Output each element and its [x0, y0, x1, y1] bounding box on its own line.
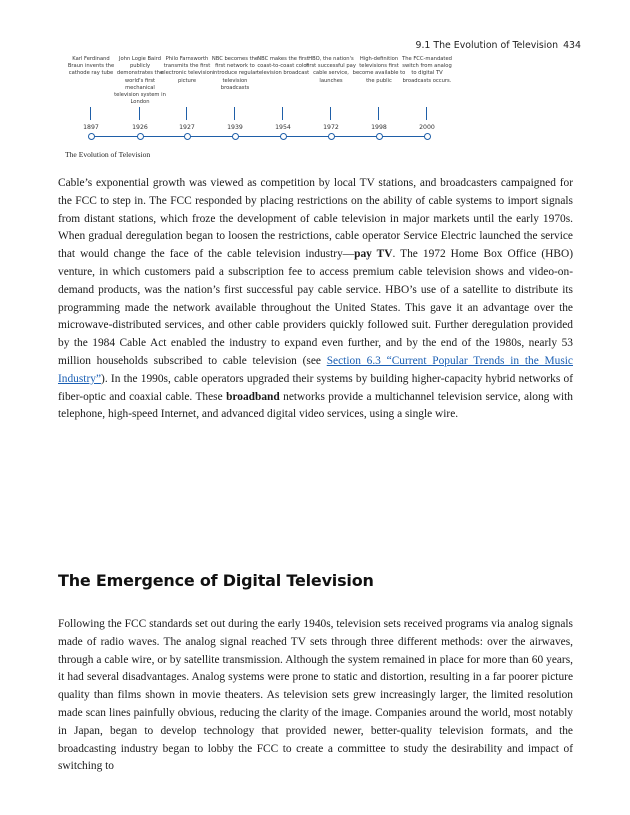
timeline-dot [88, 133, 95, 140]
timeline-dot [424, 133, 431, 140]
timeline-dot [280, 133, 287, 140]
timeline-dot [232, 133, 239, 140]
paragraph-text: Cable’s exponential growth was viewed as competition by local TV stations, and broadcasters campaigned for the FCC to step in. The FCC responded by placing restrictions on the ability of cable systems to import signals from distant stations, which froze the development of cable television in major markets until the early 1970s. When gradual deregulation began to loosen the restrictions, cable operator Service Electric launched the service that would change the face of the cable television industry— [58, 177, 573, 261]
timeline-year: 1927 [179, 124, 195, 131]
timeline-dot [328, 133, 335, 140]
timeline-year: 1926 [132, 124, 148, 131]
timeline-dot [376, 133, 383, 140]
figure-caption: The Evolution of Television [65, 150, 151, 159]
timeline-tick [234, 107, 235, 120]
timeline-event-description: NBC makes the first coast-to-coast color television broadcast [256, 56, 310, 77]
timeline-event [400, 56, 454, 131]
running-head-section: 9.1 The Evolution of Television [415, 40, 559, 51]
timeline-year: 1939 [227, 124, 243, 131]
timeline-tick [139, 107, 140, 120]
timeline-event [160, 56, 214, 131]
timeline-year: 1954 [275, 124, 291, 131]
timeline-tick [426, 107, 427, 120]
section-heading: The Emergence of Digital Television [58, 571, 374, 590]
timeline-tick [90, 107, 91, 120]
timeline-event [304, 56, 358, 131]
timeline-event-description: The FCC-mandated switch from analog to digital TV broadcasts occurs. [402, 56, 452, 84]
timeline-event [64, 56, 118, 131]
timeline-event [256, 56, 310, 131]
timeline-year: 1897 [83, 124, 99, 131]
timeline-event [113, 56, 167, 131]
timeline-event-description: High-definition televisions first become available to the public [352, 56, 406, 84]
timeline-tick [186, 107, 187, 120]
timeline-year: 1998 [371, 124, 387, 131]
body-paragraph: Following the FCC standards set out during the early 1940s, television sets received programs via analog signals made of radio waves. The analog signal reached TV sets through three different methods: over the airwaves, through a cable wire, or by satellite transmission. Although the system remained in place for more than 60 years, it had several disadvantages. Analog systems were prone to static and distortion, resulting in a far poorer picture quality than films shown in movie theaters. As television sets grew increasingly larger, the limited resolution made scan lines painfully obvious, reducing the clarity of the image. Companies around the world, most notably in Japan, began to develop technology that provided newer, better-quality television formats, and the broadcasting industry began to lobby the FCC to create a committee to study the desirability and impact of switching to [58, 618, 573, 773]
paragraph-text: . The 1972 Home Box Office (HBO) venture, in which customers paid a subscription fee to access premium cable television shows and video-on-demand products, was the nation’s first successful pay cable service. HBO’s use of a satellite to distribute its programming made the network available throughout the United States. This gave it an advantage over the microwave-distributed services, and other cable providers quickly followed suit. Further deregulation provided by the 1984 Cable Act enabled the industry to expand even further, and by the end of the 1980s, nearly 53 million households subscribed to cable television (see [58, 248, 574, 367]
timeline-tick [378, 107, 379, 120]
timeline-event-description: Philo Farnsworth transmits the first electronic television picture [160, 56, 214, 84]
page-number: 434 [563, 40, 581, 51]
timeline-year: 2000 [419, 124, 435, 131]
paragraph-text: ). In the 1990s, cable operators upgraded their systems by building higher-capacity hybrid networks of fiber-optic and coaxial cable. These [58, 372, 573, 403]
timeline-event [352, 56, 406, 131]
timeline-figure [58, 56, 478, 146]
timeline-event [208, 56, 262, 131]
key-term-pay-tv: pay TV [354, 248, 393, 261]
timeline-dot [137, 133, 144, 140]
timeline-event-description: Karl Ferdinand Braun invents the cathode ray tube [67, 56, 115, 77]
timeline-tick [330, 107, 331, 120]
timeline-event-description: NBC becomes the first network to introduce regular television broadcasts [211, 56, 259, 91]
timeline-dot [184, 133, 191, 140]
section-link[interactable]: Section 6.3 “Current Popular Trends in the Music Industry” [58, 354, 573, 385]
timeline-event-description: John Logie Baird publicly demonstrates the world's first mechanical television system in London [114, 56, 166, 106]
paragraph-text: networks provide a multichannel television service, along with telephone, high-speed Internet, and advanced digital video services, using a single wire. [58, 390, 574, 421]
key-term-broadband: broadband [226, 390, 280, 403]
timeline-event-description: HBO, the nation's first successful pay cable service, launches [306, 56, 356, 84]
body-paragraph [58, 175, 573, 424]
timeline-tick [282, 107, 283, 120]
timeline-year: 1972 [323, 124, 339, 131]
running-head [415, 40, 581, 51]
